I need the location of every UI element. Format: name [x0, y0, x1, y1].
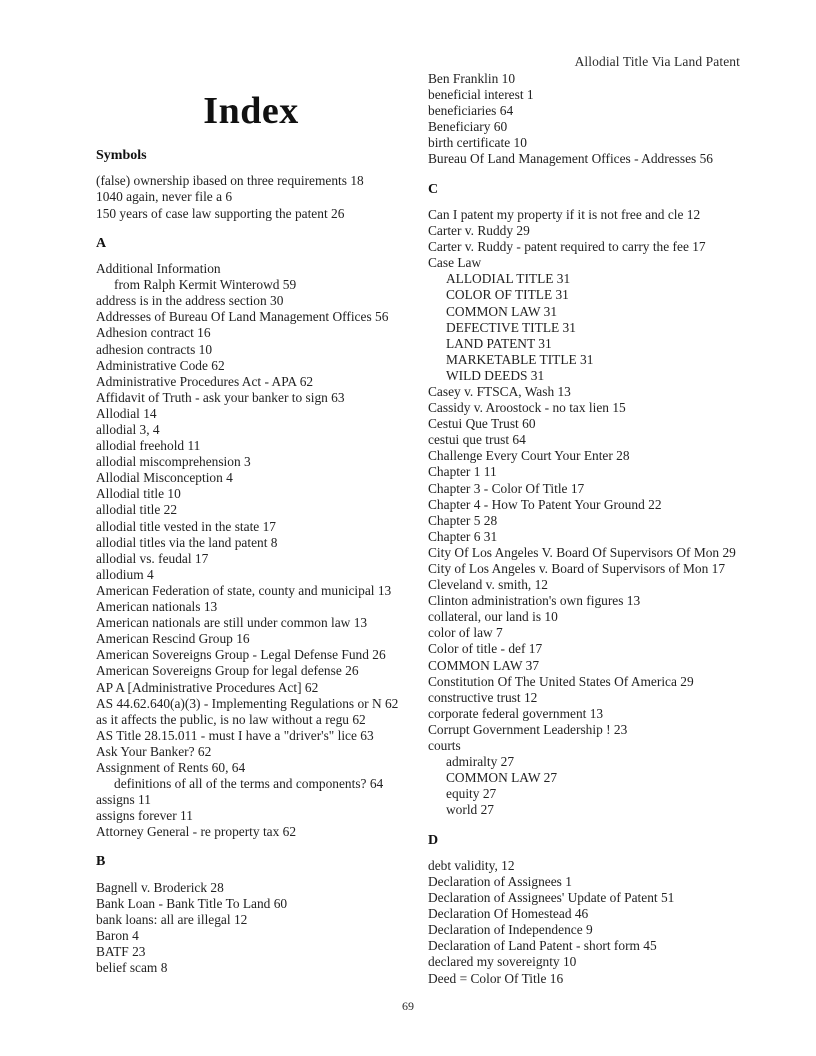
index-subentry: world 27 — [446, 802, 494, 818]
index-entry: belief scam 8 — [96, 960, 168, 976]
index-entry: Assignment of Rents 60, 64 — [96, 759, 246, 775]
index-entry: Casey v. FTSCA, Wash 13 — [428, 383, 571, 399]
running-header: Allodial Title Via Land Patent — [574, 54, 740, 69]
index-entry: AS 44.62.640(a)(3) - Implementing Regulations or N 62 — [96, 695, 399, 711]
index-entry: birth certificate 10 — [428, 135, 527, 151]
index-entry: City Of Los Angeles V. Board Of Supervisors Of Mon 29 — [428, 544, 736, 560]
index-entry: declared my sovereignty 10 — [428, 954, 577, 970]
index-entry: corporate federal government 13 — [428, 705, 604, 721]
index-subentry: equity 27 — [446, 786, 497, 802]
index-entry: Addresses of Bureau Of Land Management Offices 56 — [96, 309, 389, 325]
index-entry: American Federation of state, county and municipal 13 — [96, 582, 392, 598]
index-entry: Baron 4 — [96, 928, 139, 944]
index-entry: American nationals 13 — [96, 599, 218, 615]
index-entry: American Sovereigns Group - Legal Defense Fund 26 — [96, 647, 386, 663]
index-entry: allodial titles via the land patent 8 — [96, 534, 278, 550]
index-entry: Chapter 5 28 — [428, 512, 498, 528]
index-entry: Adhesion contract 16 — [96, 325, 211, 341]
index-entry: as it affects the public, is no law without a regu 62 — [96, 711, 366, 727]
index-entry: Chapter 6 31 — [428, 528, 498, 544]
index-entry: Bank Loan - Bank Title To Land 60 — [96, 895, 288, 911]
index-entry: Attorney General - re property tax 62 — [96, 824, 297, 840]
index-entry: Allodial title 10 — [96, 486, 181, 502]
index-entry: collateral, our land is 10 — [428, 609, 558, 625]
index-entry: Declaration of Assignees' Update of Patent 51 — [428, 890, 675, 906]
index-entry: Cassidy v. Aroostock - no tax lien 15 — [428, 400, 626, 416]
page-title: Index — [203, 90, 299, 133]
index-entry: bank loans: all are illegal 12 — [96, 912, 248, 928]
index-entry: Allodial Misconception 4 — [96, 470, 233, 486]
index-entry: address is in the address section 30 — [96, 293, 284, 309]
index-entry: Corrupt Government Leadership ! 23 — [428, 721, 628, 737]
index-entry: Bureau Of Land Management Offices - Addresses 56 — [428, 151, 713, 167]
index-subentry: ALLODIAL TITLE 31 — [446, 271, 571, 287]
index-entry: 150 years of case law supporting the patent 26 — [96, 205, 345, 221]
index-entry: beneficial interest 1 — [428, 87, 534, 103]
index-entry: Clinton administration's own figures 13 — [428, 593, 641, 609]
index-entry: 1040 again, never file a 6 — [96, 189, 233, 205]
index-entry: American Rescind Group 16 — [96, 631, 250, 647]
index-entry: Challenge Every Court Your Enter 28 — [428, 448, 630, 464]
index-entry: Constitution Of The United States Of America 29 — [428, 673, 694, 689]
index-entry: AS Title 28.15.011 - must I have a "driver's" lice 63 — [96, 727, 374, 743]
index-entry: Cleveland v. smith, 12 — [428, 577, 549, 593]
index-entry: cestui que trust 64 — [428, 432, 526, 448]
index-entry: Declaration Of Homestead 46 — [428, 906, 589, 922]
index-subentry: DEFECTIVE TITLE 31 — [446, 319, 576, 335]
index-entry: constructive trust 12 — [428, 689, 538, 705]
index-entry: Bagnell v. Broderick 28 — [96, 879, 224, 895]
index-entry: Carter v. Ruddy - patent required to carry the fee 17 — [428, 239, 706, 255]
index-entry: Chapter 4 - How To Patent Your Ground 22 — [428, 496, 662, 512]
index-entry: beneficiaries 64 — [428, 103, 514, 119]
index-subentry: admiralty 27 — [446, 754, 515, 770]
letter-heading-a: A — [96, 235, 107, 251]
index-entry: allodial title vested in the state 17 — [96, 518, 276, 534]
index-entry: American nationals are still under common law 13 — [96, 615, 368, 631]
index-entry: allodium 4 — [96, 566, 154, 582]
index-entry: Chapter 3 - Color Of Title 17 — [428, 480, 585, 496]
index-entry: Cestui Que Trust 60 — [428, 416, 536, 432]
page-number: 69 — [402, 999, 414, 1013]
index-entry: Declaration of Land Patent - short form 45 — [428, 938, 657, 954]
index-subentry: COMMON LAW 27 — [446, 770, 558, 786]
index-entry: allodial freehold 11 — [96, 438, 201, 454]
letter-heading-b: B — [96, 854, 106, 870]
letter-heading-d: D — [428, 832, 439, 848]
index-entry: assigns 11 — [96, 792, 151, 808]
index-entry: American Sovereigns Group for legal defense 26 — [96, 663, 359, 679]
index-entry: Case Law — [428, 255, 482, 271]
index-entry: Deed = Color Of Title 16 — [428, 970, 564, 986]
index-entry: Carter v. Ruddy 29 — [428, 223, 530, 239]
index-entry: BATF 23 — [96, 944, 146, 960]
index-subentry: MARKETABLE TITLE 31 — [446, 351, 594, 367]
index-subentry: COLOR OF TITLE 31 — [446, 287, 569, 303]
index-entry: Declaration of Independence 9 — [428, 922, 593, 938]
index-entry: COMMON LAW 37 — [428, 657, 540, 673]
index-entry: courts — [428, 738, 461, 754]
index-entry: Beneficiary 60 — [428, 119, 508, 135]
index-entry: Ask Your Banker? 62 — [96, 743, 212, 759]
index-subentry: COMMON LAW 31 — [446, 303, 558, 319]
index-entry: allodial vs. feudal 17 — [96, 550, 209, 566]
index-entry: debt validity, 12 — [428, 857, 515, 873]
index-entry: Color of title - def 17 — [428, 641, 543, 657]
index-entry: Chapter 1 11 — [428, 464, 497, 480]
index-subentry: from Ralph Kermit Winterowd 59 — [114, 277, 297, 293]
index-subentry: definitions of all of the terms and components? 64 — [114, 776, 384, 792]
index-entry: Affidavit of Truth - ask your banker to sign 63 — [96, 389, 345, 405]
index-entry: City of Los Angeles v. Board of Supervisors of Mon 17 — [428, 561, 726, 577]
index-entry: allodial miscomprehension 3 — [96, 454, 251, 470]
index-entry: color of law 7 — [428, 625, 503, 641]
index-column-right — [428, 50, 736, 987]
letter-heading-symbols: Symbols — [96, 148, 147, 163]
index-entry: adhesion contracts 10 — [96, 341, 213, 357]
letter-heading-c: C — [428, 181, 439, 197]
index-entry: AP A [Administrative Procedures Act] 62 — [96, 679, 319, 695]
index-entry: Ben Franklin 10 — [428, 71, 516, 86]
index-column-left — [96, 50, 399, 976]
index-entry: allodial 3, 4 — [96, 422, 160, 437]
index-entry: allodial title 22 — [96, 502, 178, 518]
index-entry: Allodial 14 — [96, 405, 157, 421]
index-entry: Declaration of Assignees 1 — [428, 874, 572, 889]
index-entry: Can I patent my property if it is not free and cle 12 — [428, 206, 701, 222]
index-entry: Administrative Procedures Act - APA 62 — [96, 373, 314, 389]
index-entry: (false) ownership ibased on three requirements 18 — [96, 173, 364, 189]
index-entry: Additional Information — [96, 261, 221, 277]
index-entry: assigns forever 11 — [96, 808, 193, 824]
index-entry: Administrative Code 62 — [96, 357, 225, 373]
index-subentry: LAND PATENT 31 — [446, 335, 552, 351]
index-subentry: WILD DEEDS 31 — [446, 367, 545, 383]
